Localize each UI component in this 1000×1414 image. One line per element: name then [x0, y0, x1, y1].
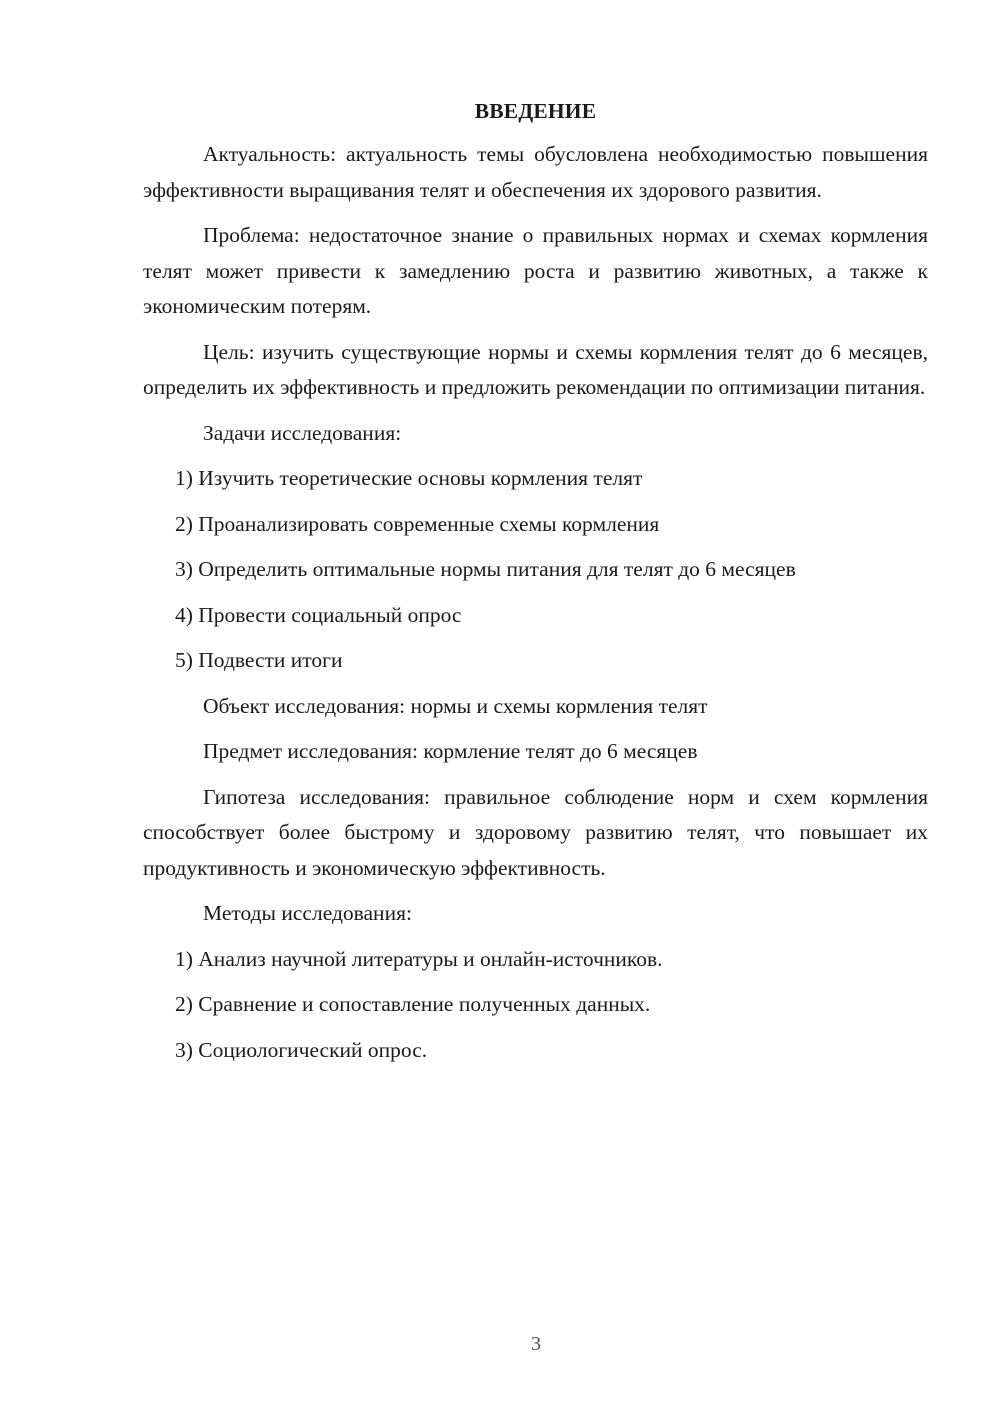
section-title: ВВЕДЕНИЕ — [474, 99, 597, 123]
method-item: 2) Сравнение и сопоставление полученных данных. — [175, 992, 651, 1016]
hypothesis-paragraph: Гипотеза исследования: правильное соблюдение норм и схем кормления способствует более быстрому и здоровому развитию телят, что повышает их продуктивность и экономическую эффективность. — [143, 784, 928, 880]
methods-list — [143, 942, 928, 1069]
methods-heading: Методы исследования: — [203, 901, 412, 925]
method-item: 1) Анализ научной литературы и онлайн-источников. — [175, 946, 663, 971]
page-number: 3 — [531, 1333, 541, 1355]
object-paragraph: Объект исследования: нормы и схемы кормления телят — [203, 693, 708, 718]
task-item: 5) Подвести итоги — [175, 648, 343, 672]
tasks-heading: Задачи исследования: — [203, 420, 402, 445]
task-item: 3) Определить оптимальные нормы питания для телят до 6 месяцев — [175, 557, 796, 581]
method-item: 3) Социологический опрос. — [175, 1037, 428, 1062]
problem-paragraph: Проблема: недостаточное знание о правильных нормах и схемах кормления телят может привести к замедлению роста и развитию животных, а также к экономическим потерям. — [143, 223, 928, 318]
goal-paragraph: Цель: изучить существующие нормы и схемы кормления телят до 6 месяцев, определить их эффективность и предложить рекомендации по оптимизации питания. — [143, 339, 928, 399]
document-body — [143, 94, 928, 1078]
subject-paragraph: Предмет исследования: кормление телят до 6 месяцев — [203, 739, 698, 763]
task-item: 4) Провести социальный опрос — [175, 602, 462, 627]
task-item: 2) Проанализировать современные схемы кормления — [175, 511, 660, 536]
task-item: 1) Изучить теоретические основы кормления телят — [175, 466, 643, 490]
relevance-paragraph: Актуальность: актуальность темы обусловлена необходимостью повышения эффективности выращивания телят и обеспечения их здорового развития. — [143, 142, 928, 202]
tasks-list — [143, 461, 928, 679]
